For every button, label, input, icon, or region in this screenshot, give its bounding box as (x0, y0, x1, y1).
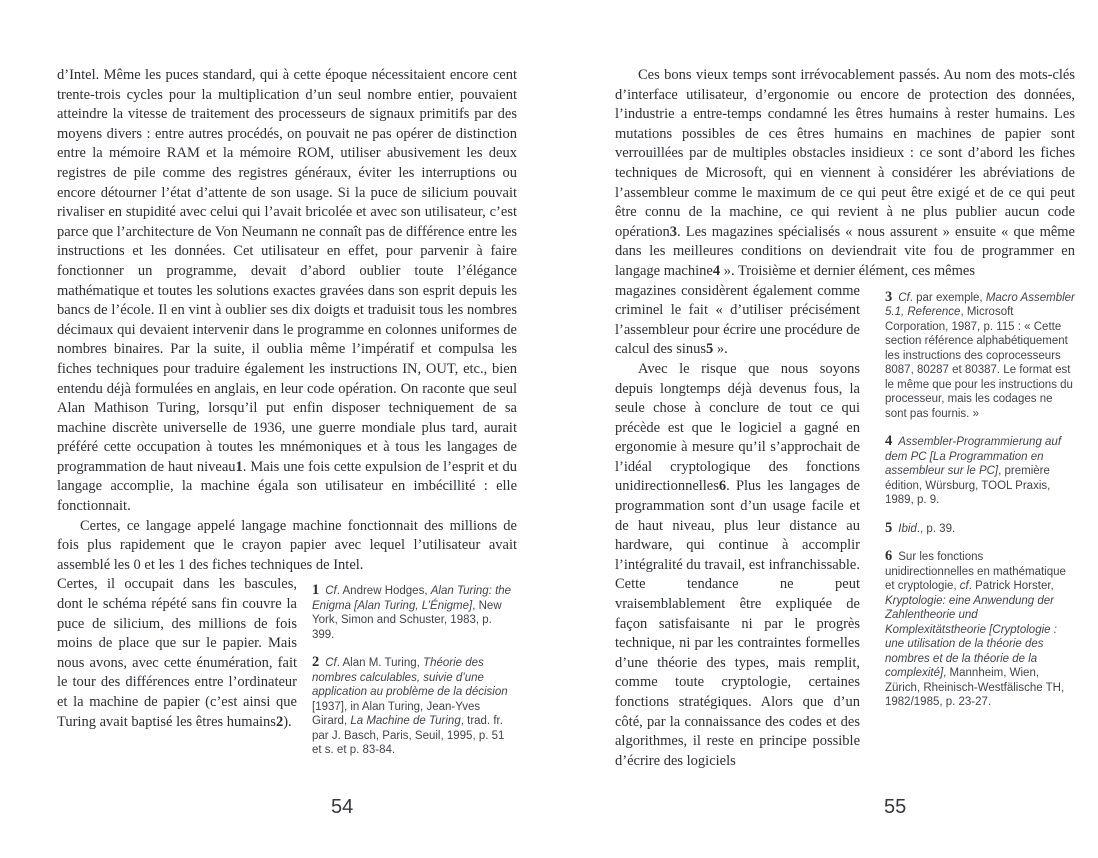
footnote (885, 521, 1075, 537)
body-text-block: Certes, il occupait dans les bascules, dont le schéma répété sans fin couvre la puce de silicium, des millions de fois moins de place que sur le papier. Mais nous avons, avec cette énumération, fait le tour des différences entre l’ordinateur et la machine de papier (c’est ainsi que Turing avait baptisé les êtres humains2). (57, 576, 297, 730)
two-column-section (57, 575, 517, 771)
footnote (885, 290, 1075, 422)
footnote-column (312, 575, 517, 771)
body-text-block: Avec le risque que nous soyons depuis longtemps déjà devenus fous, la seule chose à conclure de tout ce qui précède est que le logiciel a gagné en ergonomie à mesure qu’il s’approchait de l’idéal cryptologique des fonctions unidirectionnelles6. Plus les langages de programmation sont d’un usage facile et de haut niveau, plus leur distance au hardware, qui continue à accomplir l’intégralité du travail, est infranchissable. Cette tendance ne peut vraisemblablement être expliquée de façon satisfaisante ni par le progrès technique, ni par les contraintes formelles d’une théorie des types, mais remplit, comme toute cryptologie, certaines fonctions stratégiques. Alors que d’un côté, par la connaissance des codes et des algorithmes, il reste en principe possible d’écrire des logiciels (615, 360, 860, 769)
footnote (885, 434, 1075, 508)
footnote-text: Cf. par exemple, Macro Assembler 5.1, Reference, Microsoft Corporation, 1987, p. 115 : « Cette section référence alphabétiquement les instructions des coprocesseurs 8087, 80287 et 80387. Le format est le même que pour les instructions du processeur, mais les codages ne sont pas fournis. » (885, 291, 1075, 420)
footnote-text: Cf. Alan M. Turing, Théorie des nombres calculables, suivie d’une application au problème de la décision [1937], in Alan Turing, Jean-Yves Girard, La Machine de Turing, trad. fr. par J. Basch, Paris, Seuil, 1995, p. 51 et s. et p. 83-84. (312, 657, 508, 757)
paragraph (615, 66, 1075, 771)
footnote-column (885, 282, 1075, 723)
footnote-text: Ibid., p. 39. (898, 522, 956, 535)
footnote (312, 655, 517, 758)
footnote (312, 583, 517, 642)
body-text-block: Ces bons vieux temps sont irrévocablement passés. Au nom des mots-clés d’interface utilisateur, d’ergonomie ou encore de protection des données, l’industrie a entre-temps condamné les êtres humains à rester humains. Les mutations possibles de ces êtres humains en machines de papier sont verrouillées par de multiples obstacles insidieux : ce sont d’abord les fiches techniques de Microsoft, qui en viennent à considérer les abréviations de l’assembleur comme le maximum de ce qui peut être exigé et de ce qui peut être connu de la machine, ce qui revient à ne plus publier aucun code opération3. Les magazines spécialisés « nous assurent » ensuite « que même dans les meilleures conditions on deviendrait vite fou de programmer en langage machine4 ». Troisième et dernier élément, ces mêmes (615, 67, 1075, 279)
narrow-text-column (57, 575, 297, 732)
footnote-number: 2 (312, 654, 320, 671)
footnote-number: 4 (885, 433, 893, 450)
footnote-number: 1 (312, 582, 320, 599)
footnote-number: 3 (885, 288, 893, 305)
page-55-text (615, 66, 1075, 771)
footnote-text: Sur les fonctions unidirectionnelles en mathématique et cryptologie, cf. Patrick Horster, Kryptologie: eine Anwendung der Zahlentheorie und Komplexitätstheorie [Cryptologie : une utilisation de la théorie des nombres et de la théorie de la complexité], Mannheim, Wien, Zürich, Rheinisch-Westfälische TH, 1982/1985, p. 23-27. (885, 551, 1066, 709)
footnote (885, 549, 1075, 710)
page-54-text (57, 66, 517, 771)
footnote-text: Assembler-Programmierung auf dem PC [La Programmation en assembleur sur le PC], première édition, Würsburg, TOOL Praxis, 1989, p. 9. (885, 436, 1062, 507)
page-number-left: 54 (331, 796, 354, 818)
paragraph (57, 517, 517, 771)
paragraph: d’Intel. Même les puces standard, qui à cette époque nécessitaient encore cent trente-trois cycles pour la multiplication d’un seul nombre entier, pouvaient atteindre la vitesse de traitement des processeurs de signaux primitifs par des moyens divers : entre autres procédés, on pouvait ne pas opérer de distinction entre la mémoire RAM et la mémoire ROM, utiliser abusivement les deux registres de pile comme des registres généraux, éviter les interruptions ou encore détourner l’état d’attente de son usage. Si la puce de silicium pouvait rivaliser en stupidité avec celui qui l’avait bricolée et avec son utilisateur, c’est parce que l’architecture de Von Neumann ne connaît pas de différence entre les instructions et les données. Cet utilisateur en effet, pour parvenir à faire fonctionner un programme, devait d’abord oublier toute l’élégance mathématique et toutes les solutions exactes gravées dans son esprit depuis les bancs de l’école. Il en vint à oublier ses dix doigts et traduisit tous les nombres décimaux qui devaient intervenir dans le programme en colonnes uniformes de nombres binaires. Par la suite, il oublia même l’impératif et compulsa les fiches techniques pour traduire également les instructions IN, OUT, etc., bien entendu déjà formulées en anglais, en leur code opération. On raconte que seul Alan Mathison Turing, lorsqu’il put enfin disposer techniquement de sa machine discrète universelle de 1936, une guerre mondiale plus tard, aurait préféré cette occupation à toutes les mnémoniques et à tous les langages de programmation de haut niveau1. Mais une fois cette expulsion de l’esprit et du langage accomplie, la machine égala son utilisateur en imbécillité : elle fonctionnait. (57, 67, 517, 515)
footnote-number: 5 (885, 519, 893, 536)
footnote-text: Cf. Andrew Hodges, Alan Turing: the Enigma [Alan Turing, L’Énigme], New York, Simon and Schuster, 1983, p. 399. (312, 585, 512, 641)
narrow-text-column (615, 282, 860, 772)
body-text-block: Certes, ce langage appelé langage machine fonctionnait des millions de fois plus rapidement que le crayon papier avec lequel l’utilisateur avait assemblé les 0 et les 1 des fiches techniques de Intel. (57, 517, 517, 573)
page-number-right: 55 (884, 796, 907, 818)
body-text-block: magazines considèrent également comme criminel le fait « d’utiliser précisément l’assembleur pour écrire une procédure de calcul des sinus5 ». (615, 282, 860, 358)
two-column-section (615, 282, 1075, 772)
footnote-number: 6 (885, 548, 893, 565)
